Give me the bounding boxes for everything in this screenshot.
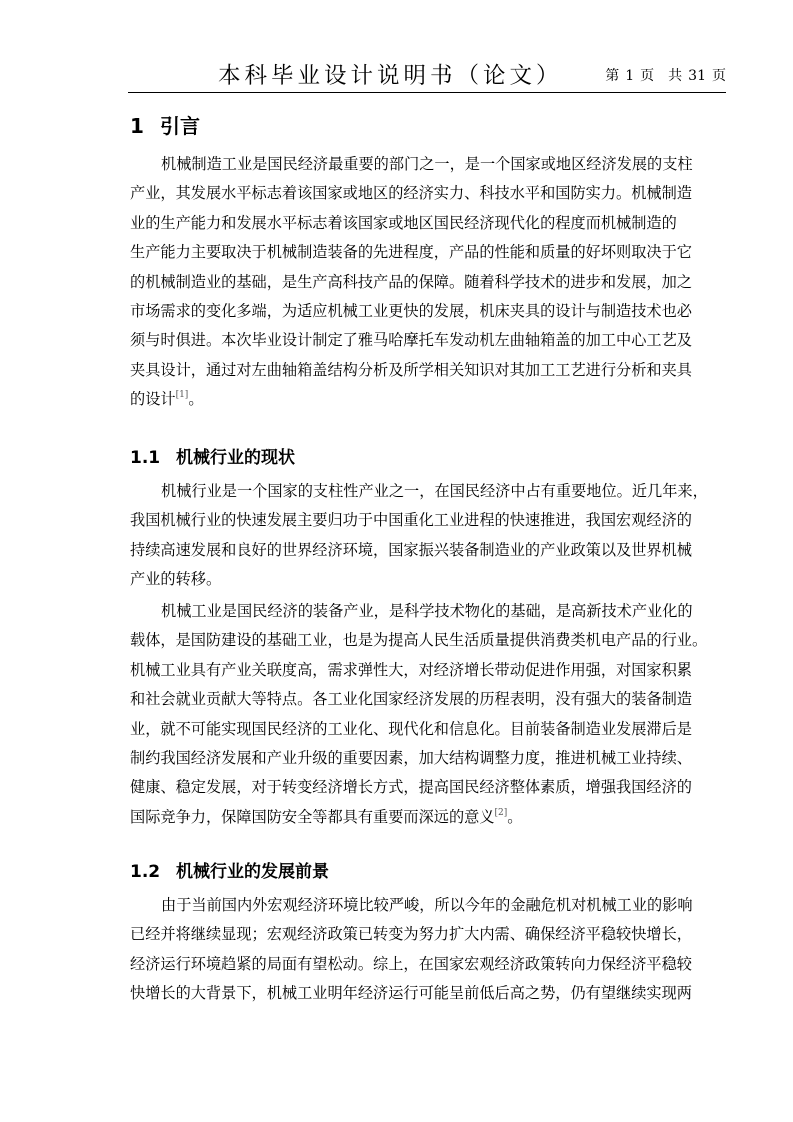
total-label-prefix: 共 [668,68,683,84]
paragraph-text: 的设计 [130,390,176,409]
section-title: 引言 [160,114,200,138]
page-label-unit: 页 [640,68,655,84]
paragraph-line: 持续高速发展和良好的世界经济环境，国家振兴装备制造业的产业政策以及世界机械 [130,540,692,559]
citation-ref: [1] [175,390,189,401]
paragraph-line: 的机械制造业的基础，是生产高科技产品的保障。随着科学技术的进步和发展，加之 [130,272,692,291]
paragraph-line-last [130,385,720,414]
section-number: 1.2 [130,862,161,882]
paragraph-line: 产业，其发展水平标志着该国家或地区的经济实力、科技水平和国防实力。机械制造 [130,184,692,203]
paragraph-line: 制约我国经济发展和产业升级的重要因素，加大结构调整力度，推进机械工业持续、 [130,749,692,768]
section-heading-industry-prospects [130,857,329,882]
paragraph-line: 市场需求的变化多端，为适应机械工业更快的发展，机床夹具的设计与制造技术也必 [130,302,692,321]
paragraph-line: 机械制造工业是国民经济最重要的部门之一，是一个国家或地区经济发展的支柱 [161,155,693,173]
page-header [128,56,726,93]
page-number: 1 [625,68,635,84]
section-title: 机械行业的发展前景 [176,862,329,882]
section-number: 1 [130,114,144,138]
paragraph-line: 和社会就业贡献大等特点。各工业化国家经济发展的历程表明，没有强大的装备制造 [130,690,692,709]
paragraph-line: 我国机械行业的快速发展主要归功于中国重化工业进程的快速推进，我国宏观经济的 [130,511,692,530]
paragraph-line-last [130,803,720,832]
page-label-prefix: 第 [605,68,620,84]
paragraph-line: 机械工业是国民经济的装备产业，是科学技术物化的基础，是高新技术产业化的 [161,602,693,620]
industry-status-paragraph-2 [130,597,720,832]
section-number: 1.1 [130,448,161,468]
introduction-paragraph [130,150,720,415]
paragraph-text: 国际竞争力，保障国防安全等都具有重要而深远的意义 [130,807,495,826]
paragraph-line: 产业的转移。 [130,570,222,589]
paragraph-line: 经济运行环境趋紧的局面有望松动。综上，在国家宏观经济政策转向力保经济平稳较 [130,954,692,973]
paragraph-line: 须与时俱进。本次毕业设计制定了雅马哈摩托车发动机左曲轴箱盖的加工中心工艺及 [130,331,692,350]
paragraph-line: 业，就不可能实现国民经济的工业化、现代化和信息化。目前装备制造业发展滞后是 [130,719,692,738]
paragraph-line: 业的生产能力和发展水平标志着该国家或地区国民经济现代化的程度而机械制造的 [130,213,677,232]
paragraph-line: 夹具设计，通过对左曲轴箱盖结构分析及所学相关知识对其加工工艺进行分析和夹具 [130,360,692,379]
paragraph-end: 。 [188,390,204,409]
paragraph-line: 载体，是国防建设的基础工业，也是为提高人民生活质量提供消费类机电产品的行业。 [130,631,708,650]
paragraph-line: 由于当前国内外宏观经济环境比较严峻，所以今年的金融危机对机械工业的影响 [161,896,693,914]
paragraph-line: 机械行业是一个国家的支柱性产业之一，在国民经济中占有重要地位。近几年来， [161,482,708,500]
paragraph-line: 生产能力主要取决于机械制造装备的先进程度，产品的性能和质量的好坏则取决于它 [130,243,692,262]
total-label-unit: 页 [712,68,726,84]
paragraph-line: 健康、稳定发展，对于转变经济增长方式，提高国民经济整体素质，增强我国经济的 [130,778,692,797]
total-pages: 31 [688,68,706,84]
section-heading-industry-status [130,443,295,468]
section-heading-introduction [130,110,200,139]
industry-prospects-paragraph [130,891,720,1009]
paragraph-line: 快增长的大背景下，机械工业明年经济运行可能呈前低后高之势，仍有望继续实现两 [130,984,692,1003]
section-title: 机械行业的现状 [176,448,295,468]
paragraph-end: 。 [507,807,523,826]
paragraph-line: 机械工业具有产业关联度高，需求弹性大，对经济增长带动促进作用强，对国家积累 [130,660,692,679]
citation-ref: [2] [494,807,508,818]
paragraph-line: 已经并将继续显现；宏观经济政策已转变为努力扩大内需、确保经济平稳较快增长， [130,925,692,944]
document-title: 本科毕业设计说明书（论文） [218,63,563,89]
page-indicator [599,65,726,85]
industry-status-paragraph-1 [130,477,720,595]
